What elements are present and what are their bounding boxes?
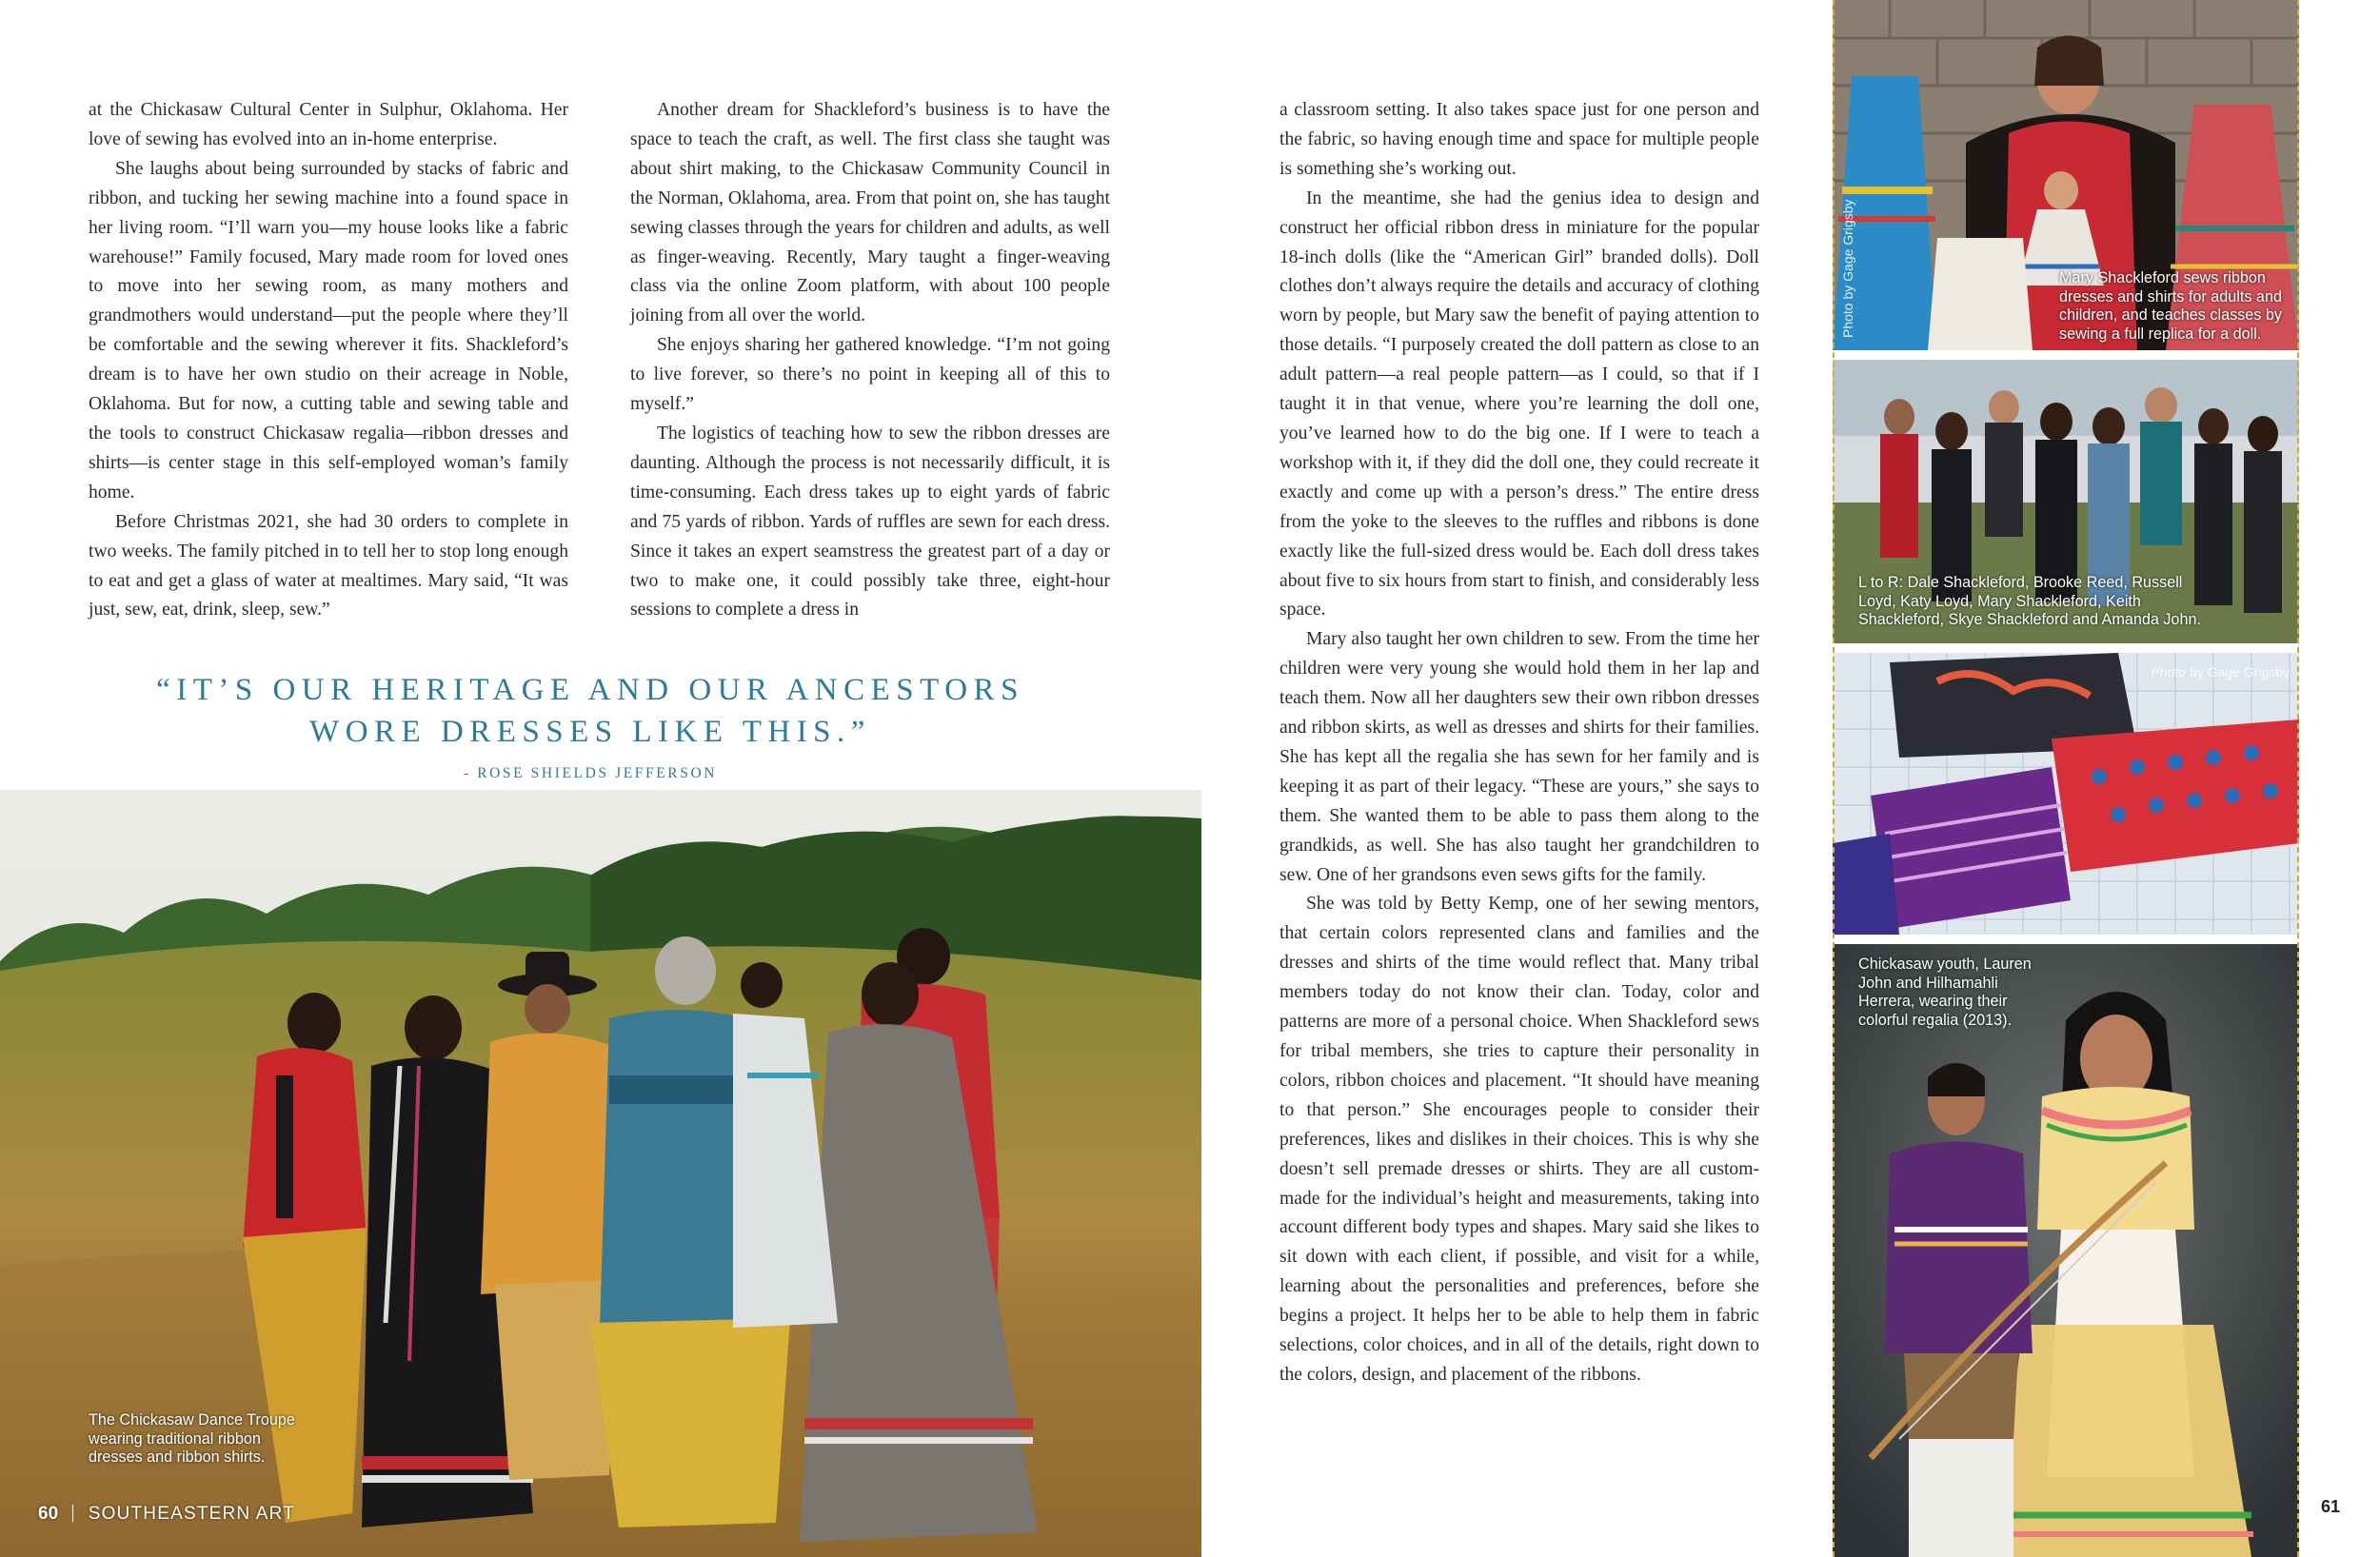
caption-line: Chickasaw youth, Lauren [1858,956,2032,973]
paragraph: She enjoys sharing her gathered knowledge. “I’m not going to live forever, so there’s no point in keeping all of this to myself.” [630,335,1110,415]
article-column-1 [89,96,568,625]
paragraph: She laughs about being surrounded by stacks of fabric and ribbon, and tucking her sewing machine into a found space in her living room. “I’ll warn you—my house looks like a fabric warehouse!” Family focused, Mary made room for loved ones to move into her sewing room, as many mothers and grandmothers would understand—put the people where they’ll be comfortable and the sewing wherever it fits. Shackleford’s dream is to have her own studio on their acreage in Noble, Oklahoma. But for now, a cutting table and sewing table and the tools to construct Chickasaw regalia—ribbon dresses and shirts—is center stage in this self-employed woman’s family home. [89,158,568,503]
caption-line: Shackleford, Skye Shackleford and Amanda John. [1858,611,2201,628]
pull-quote-line-2: WORE DRESSES LIKE THIS.” [309,715,871,749]
caption-line: sewing a full replica for a doll. [2059,325,2262,343]
caption-line: Herrera, wearing their [1858,993,2008,1010]
dance-troupe-photo [0,790,1201,1557]
paragraph: She was told by Betty Kemp, one of her sewing mentors, that certain colors represented clans and families and the dresses and shirts of the time would reflect that. Many tribal members today do not know their clan. Today, color and patterns are more of a personal choice. When Shackleford sews for tribal members, she tries to capture their personality in colors, ribbon choices and placement. “It should have meaning to that person.” She encourages people to consider their preferences, likes and dislikes in their choices. This is why she doesn’t sell premade dresses or shirts. They are all custom-made for the individual’s height and measurements, taking into account different body types and shapes. Mary said she likes to sit down with each client, if possible, and visit for a while, learning about the personalities and preferences, before she begins a project. It helps her to be able to help them in fabric selections, color choices, and in all of the details, right down to the colors, design, and placement of the ribbons. [1279,894,1759,1385]
caption-line: wearing traditional ribbon [89,1429,261,1448]
chickasaw-youth-photo [1833,944,2299,1557]
fabric-photo [1833,653,2299,935]
family-photo [1833,360,2299,643]
pull-quote-attribution: - ROSE SHIELDS JEFFERSON [463,765,718,781]
caption-line: Loyd, Katy Loyd, Mary Shackleford, Keith [1858,592,2141,610]
caption-line: dresses and shirts for adults and [2059,287,2282,305]
caption-line: dresses and ribbon shirts. [89,1449,266,1466]
caption-line: John and Hilhamahli [1858,974,1998,992]
article-column-2 [630,96,1110,625]
mary-photo-caption [2059,269,2282,344]
caption-line: children, and teaches classes by [2059,306,2282,324]
mary-shackleford-photo [1833,0,2299,350]
caption-line: colorful regalia (2013). [1858,1011,2013,1029]
paragraph: a classroom setting. It also takes space just for one person and the fabric, so having enough time and space for multiple people is something she’s working out. [1279,100,1759,179]
paragraph: Before Christmas 2021, she had 30 orders to complete in two weeks. The family pitched in to tell her to stop long enough to eat and get a glass of water at mealtimes. Mary said, “It was just, sew, eat, drink, sleep, sew.” [89,511,568,621]
paragraph: Another dream for Shackleford’s business is to have the space to teach the craft, as well. The first class she taught was about shirt making, to the Chickasaw Community Council in the Norman, Oklahoma, area. From that point on, she has taught sewing classes through the years for children and adults, as well as finger-weaving. Recently, Mary taught a finger-weaving class via the online Zoom platform, with about 100 people joining from all over the world. [630,100,1110,326]
paragraph: In the meantime, she had the genius idea to design and construct her official ribbon dress in miniature for the popular 18-inch dolls (like the “American Girl” branded dolls). Doll clothes don’t always require the details and accuracy of clothing worn by people, but Mary saw the benefit of paying attention to those details. “I purposely created the doll pattern as close to an adult pattern—a real people pattern—as I could, so that if I taught it in that venue, where you’re learning the doll one, you’ve learned how to do the big one. If I were to teach a workshop with it, if they did the doll one, they could recreate it exactly and come up with a person’s dress.” The entire dress from the yoke to the sleeves to the ruffles and ribbons is done exactly like the full-sized dress would be. Each doll dress takes about five to six hours from start to finish, and considerably less space. [1279,187,1759,621]
folio-divider [72,1505,73,1522]
youth-photo-illustration [1833,944,2299,1557]
family-photo-caption [1858,574,2201,630]
caption-line: Mary Shackleford sews ribbon [2059,269,2266,286]
paragraph: Mary also taught her own children to sew. From the time her children were very young she would hold them in her lap and teach them. Now all her daughters sew their own ribbon dresses and ribbon skirts, as well as dresses and shirts for their families. She has kept all the regalia she has sewn for her family and is keeping it as part of their legacy. “These are yours,” she says to them. She wanted them to be able to pass them along to the grandkids, as well. She has also taught her grandchildren to sew. One of her grandsons even sews gifts for the family. [1279,629,1759,885]
magazine-name: SOUTHEASTERN ART [88,1504,296,1524]
pull-quote-line-1: “IT’S OUR HERITAGE AND OUR ANCESTORS [156,673,1024,707]
folio-left [38,1504,295,1525]
page-number-left: 60 [38,1504,59,1524]
photo-credit-mary: Photo by Gage Grigsby [1840,199,1855,338]
paragraph: The logistics of teaching how to sew the ribbon dresses are daunting. Although the process is not necessarily difficult, it is time-consuming. Each dress takes up to eight yards of fabric and 75 yards of ribbon. Yards of ruffles are sewn for each dress. Since it takes an expert seamstress the greatest part of a day or two to make one, it could possibly take three, eight-hour sessions to complete a dress in [630,423,1110,621]
caption-line: L to R: Dale Shackleford, Brooke Reed, Russell [1858,574,2183,591]
page-number-right: 61 [2321,1497,2341,1516]
paragraph: at the Chickasaw Cultural Center in Sulphur, Oklahoma. Her love of sewing has evolved into an in-home enterprise. [89,100,568,149]
decorative-dashed-line-right [2297,0,2299,1557]
youth-photo-caption [1858,956,2032,1030]
dance-photo-caption [89,1411,295,1468]
decorative-dashed-line-left [1833,0,1835,1557]
fabric-photo-illustration [1833,653,2299,935]
caption-line: The Chickasaw Dance Troupe [89,1411,295,1429]
photo-credit-fabric: Photo by Gage Grigsby [2151,664,2290,680]
article-column-3 [1279,96,1759,1390]
